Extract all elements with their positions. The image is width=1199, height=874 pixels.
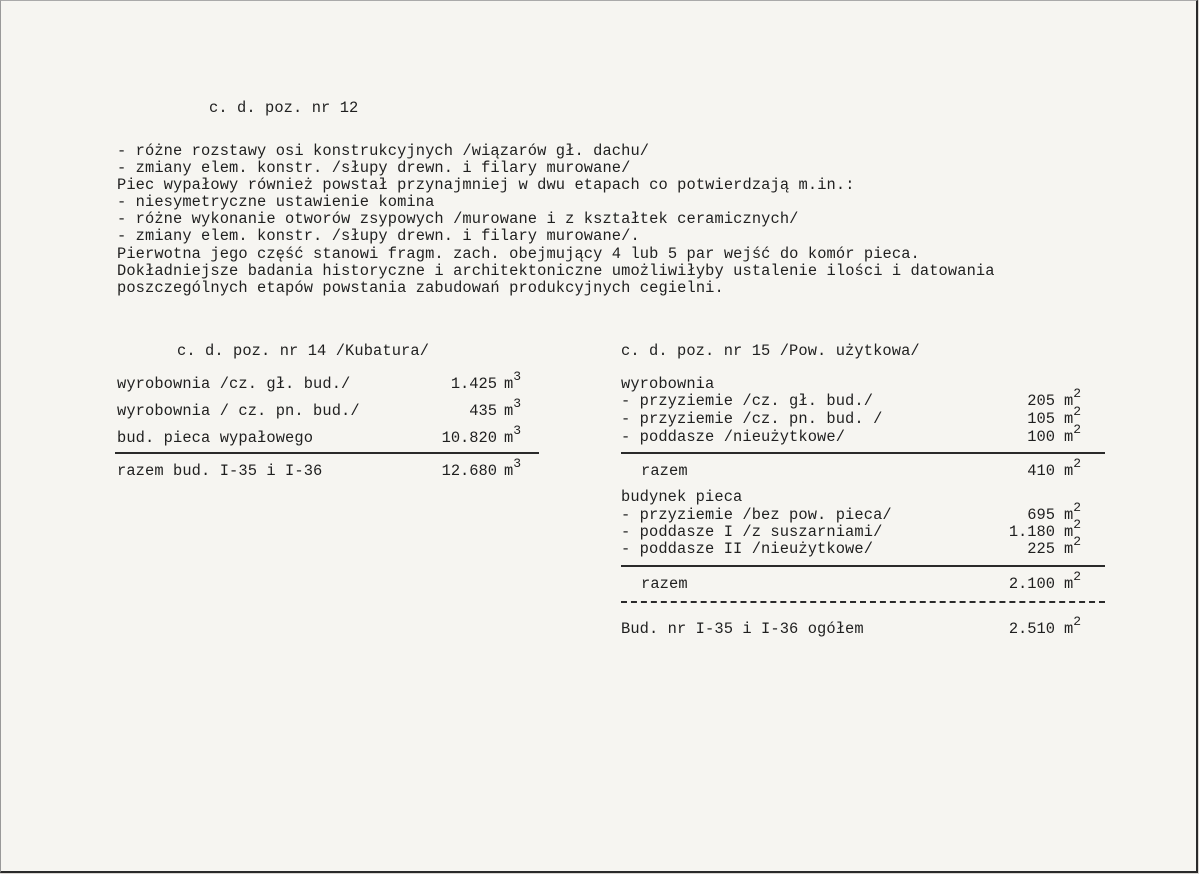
area-row-value: 205: [1027, 392, 1055, 410]
unit-cubic-meters: $m^3$: [504, 395, 522, 420]
area-row-label: - poddasze I /z suszarniami/: [621, 523, 883, 541]
area-table-title: c. d. poz. nr 15 /Pow. użytkowa/: [621, 342, 920, 360]
area-subtotal-value: 410: [1027, 462, 1055, 480]
unit-square-meters: $m^2$: [1064, 499, 1082, 524]
unit-cubic-meters: $m^3$: [504, 368, 522, 393]
paragraph-line: - niesymetryczne ustawienie komina: [117, 193, 435, 211]
unit-square-meters: $m^2$: [1064, 385, 1082, 410]
area-row-label: - przyziemie /bez pow. pieca/: [621, 506, 892, 524]
area-subtotal-label: razem: [641, 462, 688, 480]
volume-total-value: 12.680: [441, 462, 497, 480]
unit-square-meters: $m^2$: [1064, 533, 1082, 558]
volume-total-label: razem bud. I-35 i I-36: [117, 462, 323, 480]
table-rule: [115, 452, 539, 454]
area-row-label: - przyziemie /cz. gł. bud./: [621, 392, 874, 410]
unit-square-meters: $m^2$: [1064, 613, 1082, 638]
area-grand-total-value: 2.510: [1008, 620, 1055, 638]
paragraph-line: - zmiany elem. konstr. /słupy drewn. i filary murowane/.: [117, 227, 640, 245]
paragraph-line: - różne wykonanie otworów zsypowych /murowane i z kształtek ceramicznych/: [117, 210, 799, 228]
volume-table-title: c. d. poz. nr 14 /Kubatura/: [177, 342, 430, 360]
area-row-value: 100: [1027, 428, 1055, 446]
area-group-label: budynek pieca: [621, 488, 743, 506]
volume-row-value: 435: [469, 402, 497, 420]
paragraph-line: - różne rozstawy osi konstrukcyjnych /wiązarów gł. dachu/: [117, 142, 650, 160]
table-rule: [621, 452, 1105, 454]
area-row-label: - przyziemie /cz. pn. bud. /: [621, 410, 883, 428]
volume-row-value: 10.820: [441, 429, 497, 447]
area-row-value: 1.180: [1008, 523, 1055, 541]
unit-square-meters: $m^2$: [1064, 421, 1082, 446]
paragraph-line: - zmiany elem. konstr. /słupy drewn. i filary murowane/: [117, 159, 631, 177]
area-row-label: - poddasze II /nieużytkowe/: [621, 540, 874, 558]
table-rule: [621, 565, 1105, 567]
unit-cubic-meters: $m^3$: [504, 422, 522, 447]
paragraph-line: Dokładniejsze badania historyczne i architektoniczne umożliwiłyby ustalenie ilości i datowania: [117, 262, 995, 280]
unit-square-meters: $m^2$: [1064, 403, 1082, 428]
area-subtotal-value: 2.100: [1008, 575, 1055, 593]
volume-row-value: 1.425: [450, 375, 497, 393]
table-dashed-rule: [621, 601, 1105, 603]
volume-row-label: bud. pieca wypałowego: [117, 429, 314, 447]
area-row-value: 225: [1027, 540, 1055, 558]
paragraph-line: Pierwotna jego część stanowi fragm. zach. obejmujący 4 lub 5 par wejść do komór pieca.: [117, 245, 920, 263]
paragraph-line: Piec wypałowy również powstał przynajmniej w dwu etapach co potwierdzają m.in.:: [117, 176, 855, 194]
area-row-label: - poddasze /nieużytkowe/: [621, 428, 846, 446]
unit-square-meters: $m^2$: [1064, 516, 1082, 541]
paragraph-line: poszczególnych etapów powstania zabudowań produkcyjnych cegielni.: [117, 279, 724, 297]
unit-square-meters: $m^2$: [1064, 455, 1082, 480]
volume-row-label: wyrobownia /cz. gł. bud./: [117, 375, 351, 393]
area-subtotal-label: razem: [641, 575, 688, 593]
section-heading: c. d. poz. nr 12: [209, 99, 359, 117]
unit-cubic-meters: $m^3$: [504, 455, 522, 480]
area-grand-total-label: Bud. nr I-35 i I-36 ogółem: [621, 620, 864, 638]
unit-square-meters: $m^2$: [1064, 568, 1082, 593]
area-group-label: wyrobownia: [621, 375, 715, 393]
area-row-value: 105: [1027, 410, 1055, 428]
volume-row-label: wyrobownia / cz. pn. bud./: [117, 402, 360, 420]
area-row-value: 695: [1027, 506, 1055, 524]
